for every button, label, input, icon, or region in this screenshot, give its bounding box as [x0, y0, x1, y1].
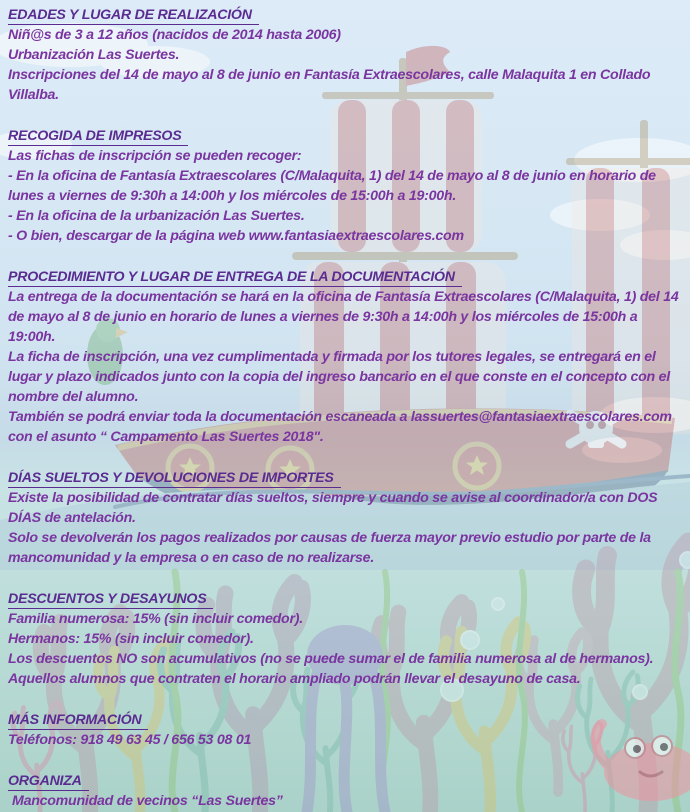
paragraph: La ficha de inscripción, una vez cumplimentada y firmada por los tutores legales, se entregará en el lugar y plazo indicados junto con la copia del ingreso bancario en el que conste en el concepto con el nombre del alumno.: [8, 349, 670, 405]
section-recogida: [8, 126, 685, 246]
paragraph: - En la oficina de la urbanización Las Suertes.: [8, 208, 305, 224]
paragraph: Inscripciones del 14 de mayo al 8 de junio en Fantasía Extraescolares, calle Malaquita 1 en Collado Villalba.: [8, 67, 651, 103]
paragraph: Solo se devolverán los pagos realizados por causas de fuerza mayor previo estudio por parte de la mancomunidad y la empresa o en caso de no realizarse.: [8, 530, 651, 566]
section-heading: RECOGIDA DE IMPRESOS: [8, 126, 685, 146]
paragraph: Las fichas de inscripción se pueden recoger:: [8, 148, 302, 164]
paragraph: También se podrá enviar toda la documentación escaneada a lassuertes@fantasiaextraescolares.com con el asunto “ Campamento Las Suertes 2018".: [8, 409, 672, 445]
paragraph: Aquellos alumnos que contraten el horario ampliado podrán llevar el desayuno de casa.: [8, 671, 581, 687]
section-organiza: [8, 771, 685, 811]
paragraph: Los descuentos NO son acumulativos (no se puede sumar el de familia numerosa al de hermanos).: [8, 651, 654, 667]
section-heading: DÍAS SUELTOS Y DEVOLUCIONES DE IMPORTES: [8, 468, 685, 488]
section-heading: EDADES Y LUGAR DE REALIZACIÓN: [8, 5, 685, 25]
section-heading: DESCUENTOS Y DESAYUNOS: [8, 589, 685, 609]
section-mas-informacion: [8, 710, 685, 750]
section-descuentos: [8, 589, 685, 689]
section-heading: PROCEDIMIENTO Y LUGAR DE ENTREGA DE LA DOCUMENTACIÓN: [8, 267, 685, 287]
section-heading: ORGANIZA: [8, 771, 685, 791]
section-heading: MÁS INFORMACIÓN: [8, 710, 685, 730]
paragraph: La entrega de la documentación se hará en la oficina de Fantasía Extraescolares (C/Malaquita, 1) del 14 de mayo al 8 de junio en horario de lunes a viernes de 9:30h a 14:00h y los miércoles de 15:00h a 19:00h.: [8, 289, 679, 345]
paragraph: Existe la posibilidad de contratar días sueltos, siempre y cuando se avise al coordinador/a con DOS DÍAS de antelación.: [8, 490, 658, 526]
paragraph: Hermanos: 15% (sin incluir comedor).: [8, 631, 254, 647]
paragraph: Urbanización Las Suertes.: [8, 47, 180, 63]
paragraph: Familia numerosa: 15% (sin incluir comedor).: [8, 611, 303, 627]
paragraph: - O bien, descargar de la página web www.fantasiaextraescolares.com: [8, 228, 464, 244]
paragraph: - En la oficina de Fantasía Extraescolares (C/Malaquita, 1) del 14 de mayo al 8 de junio en horario de lunes a viernes de 9:30h a 14:00h y los miércoles de 15:00h a 19:00h.: [8, 168, 656, 204]
paragraph: Teléfonos: 918 49 63 45 / 656 53 08 01: [8, 732, 252, 748]
section-edades: [8, 5, 685, 105]
section-procedimiento: [8, 267, 685, 447]
paragraph: Mancomunidad de vecinos “Las Suertes”: [12, 793, 283, 809]
section-dias-sueltos: [8, 468, 685, 568]
paragraph: Niñ@s de 3 a 12 años (nacidos de 2014 hasta 2006): [8, 27, 341, 43]
